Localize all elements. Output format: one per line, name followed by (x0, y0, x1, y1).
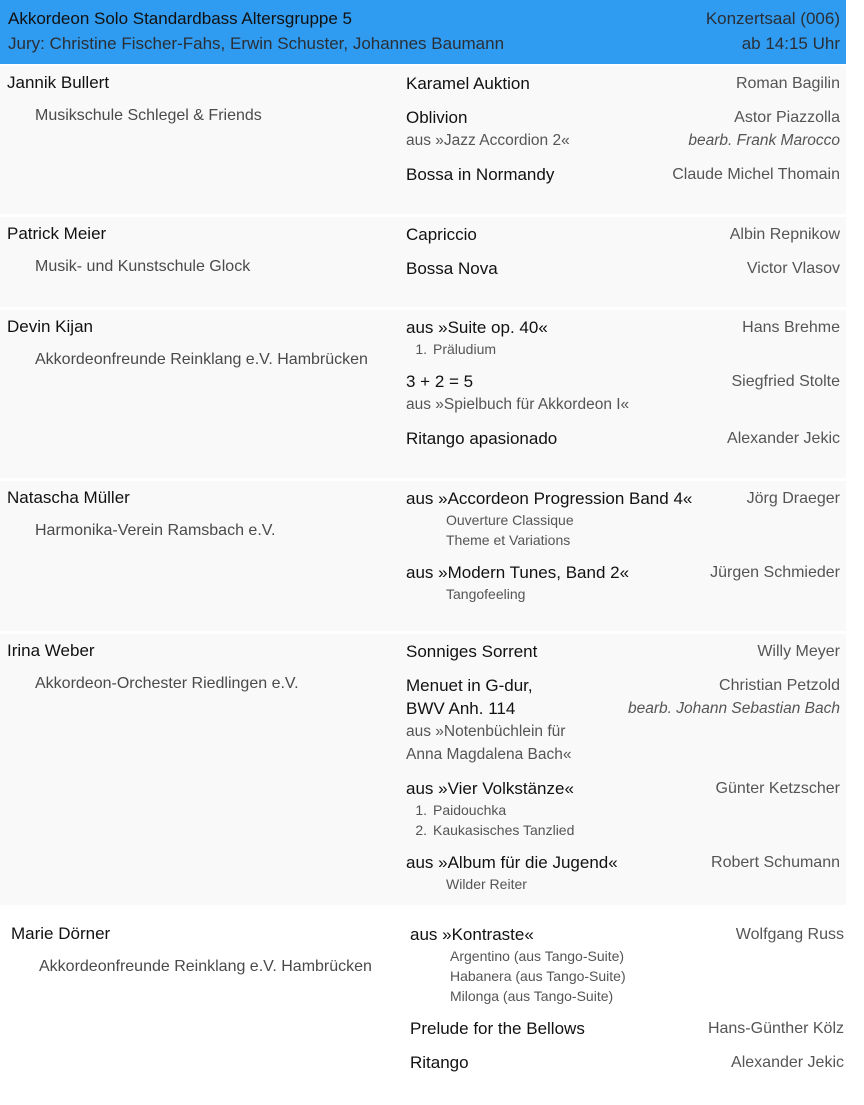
school-name: Musik- und Kunstschule Glock (35, 258, 251, 275)
piece-source-cont: Anna Magdalena Bach« (406, 746, 572, 763)
movement-title: Theme et Variations (446, 532, 571, 548)
arranger: bearb. Frank Marocco (688, 132, 840, 149)
piece (410, 1017, 844, 1040)
performer-info (11, 923, 410, 1085)
performer-info (7, 223, 406, 307)
performer-entry (0, 310, 846, 478)
movement-title: Milonga (aus Tango-Suite) (450, 988, 614, 1004)
movement-list (406, 510, 840, 550)
piece (406, 257, 840, 280)
performer-entry (0, 217, 846, 307)
piece (406, 777, 840, 840)
piece-title: aus »Suite op. 40« (406, 318, 548, 337)
piece-source: aus »Notenbüchlein für (406, 723, 566, 740)
performer-name: Devin Kijan (7, 317, 93, 336)
movement-number: 1. (415, 341, 427, 357)
movement-number: 1. (415, 802, 427, 818)
jury-list: Jury: Christine Fischer-Fahs, Erwin Schuster, Johannes Baumann (8, 34, 505, 53)
movement (410, 966, 844, 986)
composer: Astor Piazzolla (734, 109, 840, 126)
piece-title: Oblivion (406, 108, 468, 127)
movement-title: Argentino (aus Tango-Suite) (450, 948, 625, 964)
piece-source: aus »Jazz Accordion 2« (406, 132, 570, 149)
performer-info (7, 640, 406, 905)
piece-title: aus »Modern Tunes, Band 2« (406, 563, 630, 582)
category-title: Akkordeon Solo Standardbass Altersgruppe 5 (8, 9, 353, 28)
piece (406, 561, 840, 604)
piece-title: Bossa Nova (406, 259, 498, 278)
piece (406, 851, 840, 894)
piece-title: aus »Vier Volkstänze« (406, 779, 574, 798)
piece-title: Prelude for the Bellows (410, 1019, 585, 1038)
piece-title: 3 + 2 = 5 (406, 372, 474, 391)
piece (406, 674, 840, 766)
piece (406, 316, 840, 359)
composer: Hans Brehme (742, 319, 840, 336)
composer: Siegfried Stolte (731, 373, 840, 390)
movement-title: Kaukasisches Tanzlied (433, 822, 575, 838)
school-name: Harmonika-Verein Ramsbach e.V. (35, 522, 276, 539)
movement-title: Tangofeeling (446, 586, 526, 602)
room-label: Konzertsaal (006) (705, 9, 840, 28)
movement (406, 339, 840, 359)
piece-list (406, 640, 840, 905)
piece-title: aus »Accordeon Progression Band 4« (406, 489, 693, 508)
piece-title: Capriccio (406, 225, 477, 244)
movement-title: Wilder Reiter (446, 876, 527, 892)
piece (410, 923, 844, 1006)
piece (406, 223, 840, 246)
school-name: Musikschule Schlegel & Friends (35, 107, 262, 124)
piece (406, 163, 840, 186)
performer-entry (0, 481, 846, 631)
movement-list (410, 946, 844, 1006)
movement-title: Ouverture Classique (446, 512, 574, 528)
performer-entry (0, 66, 846, 214)
piece-title: Karamel Auktion (406, 74, 530, 93)
start-time: ab 14:15 Uhr (741, 34, 840, 53)
piece-title: Bossa in Normandy (406, 165, 555, 184)
piece-title-cont: BWV Anh. 114 (406, 699, 516, 718)
composer: Wolfgang Russ (735, 926, 844, 943)
arranger: bearb. Johann Sebastian Bach (628, 700, 840, 717)
performer-entry (0, 917, 850, 1085)
piece-title: Ritango apasionado (406, 429, 558, 448)
entry-list (0, 66, 846, 1088)
piece-title: Sonniges Sorrent (406, 642, 538, 661)
piece-title: aus »Album für die Jugend« (406, 853, 618, 872)
movement (410, 986, 844, 1006)
piece (406, 72, 840, 95)
composer: Robert Schumann (711, 854, 840, 871)
movement (406, 530, 840, 550)
performer-info (7, 72, 406, 214)
movement (406, 874, 840, 894)
piece-list (406, 316, 840, 478)
piece (406, 640, 840, 663)
movement-title: Paidouchka (433, 802, 507, 818)
school-name: Akkordeonfreunde Reinklang e.V. Hambrücken (35, 351, 368, 368)
piece-title: Menuet in G-dur, (406, 676, 533, 695)
piece (406, 427, 840, 450)
piece-list (406, 72, 840, 214)
piece-list (406, 223, 840, 307)
movement-list (406, 874, 840, 894)
movement-list (406, 800, 840, 840)
composer: Alexander Jekic (727, 430, 840, 447)
performer-name: Marie Dörner (11, 924, 111, 943)
composer: Jörg Draeger (746, 490, 840, 507)
performer-info (7, 487, 406, 631)
composer: Alexander Jekic (731, 1054, 844, 1071)
movement-list (406, 339, 840, 359)
composer: Günter Ketzscher (715, 780, 840, 797)
movement-title: Präludium (433, 341, 497, 357)
movement (410, 946, 844, 966)
movement-number: 2. (415, 822, 427, 838)
performer-name: Natascha Müller (7, 488, 130, 507)
composer: Claude Michel Thomain (672, 166, 840, 183)
piece-source: aus »Spielbuch für Akkordeon I« (406, 396, 630, 413)
piece (410, 1051, 844, 1074)
piece (406, 487, 840, 550)
piece-title: aus »Kontraste« (410, 925, 534, 944)
piece-list (410, 923, 844, 1085)
piece-list (406, 487, 840, 631)
movement (406, 584, 840, 604)
piece-title: Ritango (410, 1053, 469, 1072)
piece (406, 370, 840, 416)
movement-list (406, 584, 840, 604)
performer-info (7, 316, 406, 478)
movement (406, 820, 840, 840)
composer: Christian Petzold (719, 677, 840, 694)
movement (406, 800, 840, 820)
composer: Albin Repnikow (729, 226, 840, 243)
movement (406, 510, 840, 530)
composer: Willy Meyer (757, 643, 840, 660)
performer-name: Patrick Meier (7, 224, 107, 243)
composer: Victor Vlasov (746, 260, 840, 277)
performer-name: Jannik Bullert (7, 73, 110, 92)
piece (406, 106, 840, 152)
movement-title: Habanera (aus Tango-Suite) (450, 968, 626, 984)
composer: Hans-Günther Kölz (707, 1020, 844, 1037)
program-header (0, 0, 846, 64)
performer-name: Irina Weber (7, 641, 95, 660)
composer: Roman Bagilin (735, 75, 840, 92)
composer: Jürgen Schmieder (710, 564, 840, 581)
school-name: Akkordeon-Orchester Riedlingen e.V. (35, 675, 299, 692)
performer-entry (0, 634, 846, 905)
school-name: Akkordeonfreunde Reinklang e.V. Hambrücken (39, 958, 372, 975)
